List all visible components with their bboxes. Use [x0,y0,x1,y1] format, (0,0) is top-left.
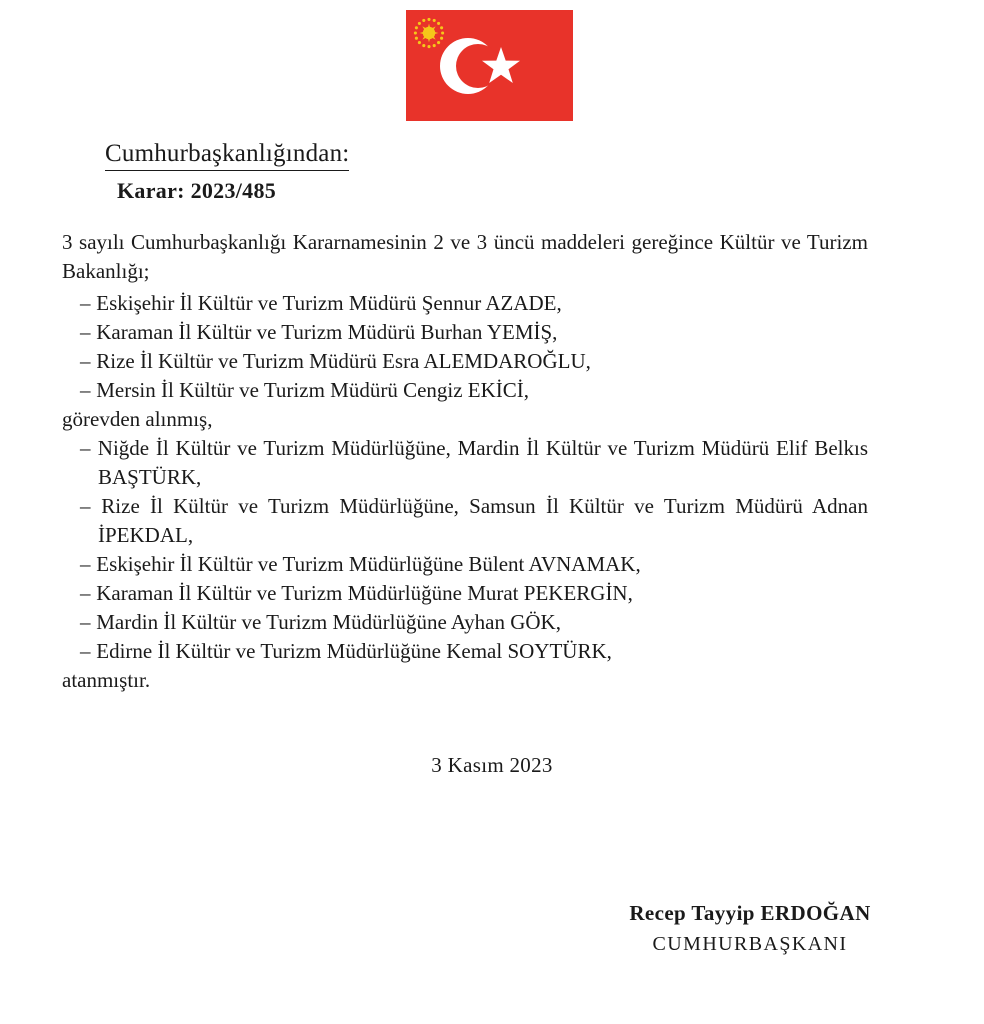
page-title: Cumhurbaşkanlığından: [105,140,349,171]
dash-bullet: – [80,494,91,518]
dismissal-list [62,289,868,405]
list-item-text: Edirne İl Kültür ve Turizm Müdürlüğüne Kemal SOYTÜRK, [96,639,612,663]
list-item [62,608,868,637]
list-item [62,318,868,347]
dash-bullet: – [80,552,91,576]
signature-block [560,898,940,960]
dash-bullet: – [80,320,91,344]
list-item-text: Rize İl Kültür ve Turizm Müdürü Esra ALEMDAROĞLU, [96,349,591,373]
dash-bullet: – [80,610,91,634]
list-item [62,289,868,318]
list-item-text: Karaman İl Kültür ve Turizm Müdürü Burhan YEMİŞ, [96,320,558,344]
list-item-text: Eskişehir İl Kültür ve Turizm Müdürlüğüne Bülent AVNAMAK, [96,552,641,576]
document-body [62,228,868,695]
appointment-list [62,434,868,666]
intro-paragraph: 3 sayılı Cumhurbaşkanlığı Kararnamesinin 2 ve 3 üncü maddeleri gereğince Kültür ve Turizm Bakanlığı; [62,230,868,283]
list-item-text: Rize İl Kültür ve Turizm Müdürlüğüne, Samsun İl Kültür ve Turizm Müdürü Adnan İPEKDAL, [98,494,868,547]
decision-number: Karar: 2023/485 [117,178,277,203]
list-item-text: Niğde İl Kültür ve Turizm Müdürlüğüne, Mardin İl Kültür ve Turizm Müdürü Elif Belkıs BAŞTÜRK, [97,436,869,489]
list-item [62,347,868,376]
list-item [62,579,868,608]
dash-bullet: – [80,436,91,460]
dismissal-closing: görevden alınmış, [62,407,213,431]
list-item-text: Mardin İl Kültür ve Turizm Müdürlüğüne Ayhan GÖK, [96,610,561,634]
dash-bullet: – [80,291,91,315]
turkish-flag-emblem [406,10,573,121]
dash-bullet: – [80,378,91,402]
list-item-text: Eskişehir İl Kültür ve Turizm Müdürü Şennur AZADE, [96,291,562,315]
dash-bullet: – [80,639,91,663]
list-item [62,550,868,579]
signatory-name: Recep Tayyip ERDOĞAN [629,901,871,925]
dash-bullet: – [80,581,91,605]
signatory-role: CUMHURBAŞKANI [652,933,848,955]
list-item [62,492,868,550]
turkish-flag-icon [406,10,573,121]
document-date: 3 Kasım 2023 [431,753,553,777]
list-item [62,376,868,405]
dash-bullet: – [80,349,91,373]
list-item [62,434,868,492]
list-item [62,637,868,666]
list-item-text: Mersin İl Kültür ve Turizm Müdürü Cengiz EKİCİ, [96,378,530,402]
appointment-closing: atanmıştır. [62,668,151,692]
list-item-text: Karaman İl Kültür ve Turizm Müdürlüğüne Murat PEKERGİN, [96,581,633,605]
